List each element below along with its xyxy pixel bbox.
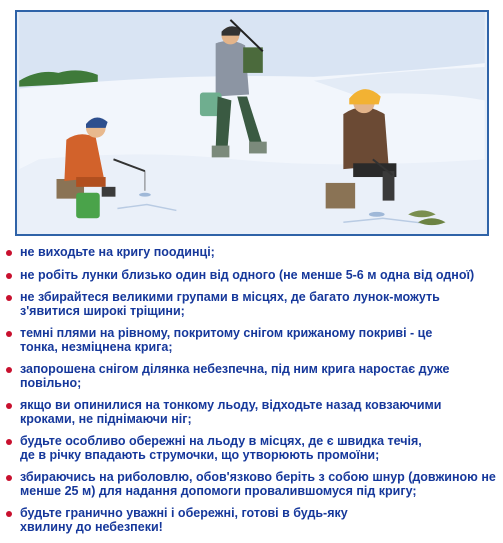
rule-text: збираючись на риболовлю, обов'язково беріть з собою шнур (довжиною не менше 25 м) для надання допомоги провалившомуся під кригу; [20,471,496,498]
bullet-dot-icon [6,367,12,373]
rule-item [6,471,503,498]
green-bucket-icon [76,193,100,219]
bullet-dot-icon [6,439,12,445]
bullet-dot-icon [6,331,12,337]
bullet-dot-icon [6,511,12,517]
rule-text: не робіть лунки близько один від одного (не менше 5-6 м одна від одної) [20,268,475,282]
rule-item [6,399,503,426]
rule-text: будьте особливо обережні на льоду в місцях, де є швидка течія, де в річку впадають струмочки, що утворюють промоїни; [20,435,422,462]
rule-item [6,507,503,534]
bullet-dot-icon [6,250,12,256]
rule-text: якщо ви опинилися на тонкому льоду, відходьте назад ковзаючими кроками, не піднімаючи ніг; [20,399,442,426]
ice-fishing-illustration [15,10,489,236]
rule-item [6,435,503,462]
bullet-dot-icon [6,273,12,279]
safety-rules-list [6,246,503,543]
bullet-dot-icon [6,475,12,481]
bullet-dot-icon [6,403,12,409]
rule-item [6,291,503,318]
rule-item [6,327,503,354]
bullet-dot-icon [6,295,12,301]
rule-item [6,269,503,283]
rule-item [6,363,503,390]
rule-text: не виходьте на кригу поодинці; [20,246,215,259]
rule-text: не збирайтеся великими групами в місцях, де багато лунок-можуть з'явитися широкі тріщини; [20,291,440,318]
rule-item [6,246,503,260]
rule-text: будьте гранично уважні і обережні, готові в будь-яку хвилину до небезпеки! [20,507,348,534]
rule-text: темні плями на рівному, покритому снігом крижаному покриві - це тонка, незміцнена крига; [20,327,433,354]
ice-fishing-scene [17,12,487,234]
rule-text: запорошена снігом ділянка небезпечна, під ним крига наростає дуже повільно; [20,363,450,390]
